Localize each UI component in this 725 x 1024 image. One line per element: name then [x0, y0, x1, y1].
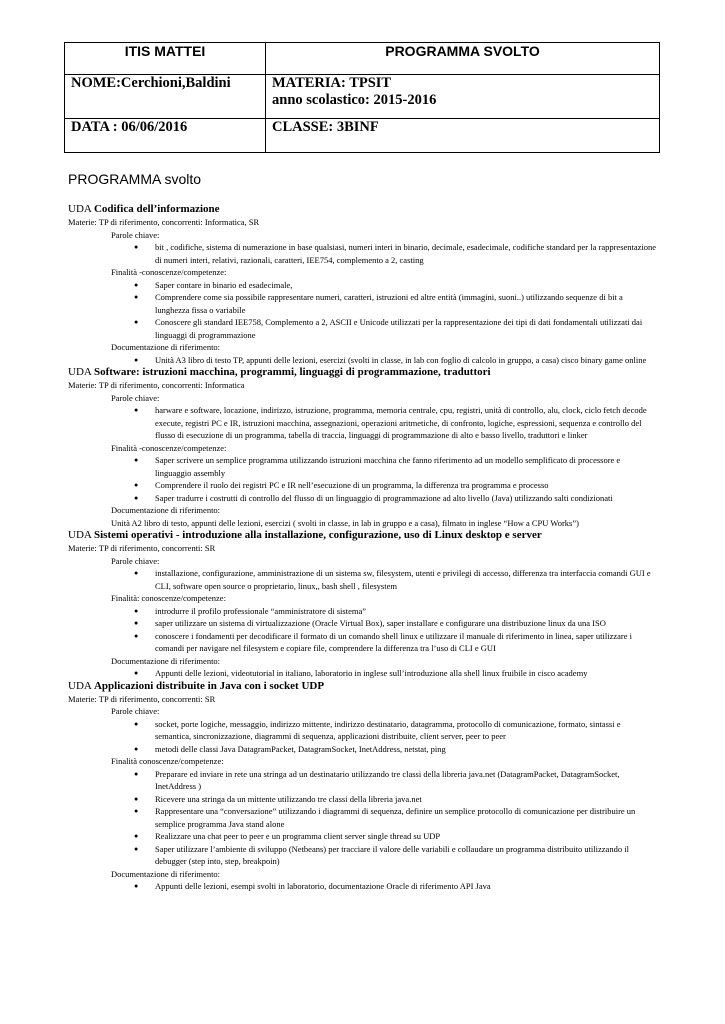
documentation-text: Unità A2 libro di testo, appunti delle lezioni, esercizi ( svolti in classe, in lab in gruppo e a casa), filmato in inglese “How a CPU Works”) — [111, 517, 579, 528]
list-item: ● installazione, configurazione, amministrazione di un sistema sw, filesystem, utenti e privilegi di accesso, differenza tra interfaccia comandi GUI e CLI, software open source o proprietario, linux,, bash shell , filesystem — [155, 567, 658, 592]
list-item: ● Conoscere gli standard IEE758, Complemento a 2, ASCII e Unicode utilizzati per la rappresentazione dei tipi di dati fondamentali utilizzati dai linguaggi di programmazione — [155, 316, 658, 341]
list-item: ● saper utilizzare un sistema di virtualizzazione (Oracle Virtual Box), saper installare e configurare una distribuzione linux da una ISO — [155, 617, 658, 630]
uda-prefix: UDA — [68, 529, 94, 541]
goals-label: Finalità -conoscenze/competenze: — [111, 267, 227, 277]
subject-cell — [266, 75, 660, 119]
uda-title: Codifica dell’informazione — [93, 203, 220, 215]
uda-subjects: Materie: TP di riferimento, concorrenti: SR — [68, 543, 216, 553]
list-item: ● Comprendere come sia possibile rappresentare numeri, caratteri, istruzioni ed altre entità (immagini, suoni..) utilizzando sequenze di bit a lunghezza fissa o variabile — [155, 291, 658, 316]
list-item: ● Realizzare una chat peer to peer e un programma client server single thread su UDP — [155, 830, 658, 843]
keywords-label: Parole chiave: — [111, 229, 160, 240]
goals-label: Finalità conoscenze/competenze: — [111, 756, 224, 766]
keywords-label: Parole chiave: — [111, 706, 160, 716]
uda-subjects: Materie: TP di riferimento, concorrenti: SR — [68, 693, 216, 704]
uda-prefix: UDA — [68, 366, 94, 378]
uda-heading — [68, 366, 658, 379]
goals-label: Finalità -conoscenze/competenze: — [111, 442, 227, 453]
list-item: ● Saper contare in binario ed esadecimale, — [155, 279, 658, 292]
list-item: ● Ricevere una stringa da un mittente utilizzando tre classi della libreria java.net — [155, 793, 658, 806]
uda-heading — [68, 203, 658, 216]
document-type: PROGRAMMA SVOLTO — [266, 43, 660, 75]
list-item: ● Appunti delle lezioni, videotutorial in italiano, laboratorio in inglese sull’introduzione alla shell linux fruibile in cisco academy — [155, 667, 658, 680]
list-item: ● harware e software, locazione, indirizzo, istruzione, programma, memoria centrale, cpu, registri, unità di controllo, alu, clock, ciclo fetch decode execute, registri PC e IR, istruzioni macchina, assegnazioni, operazioni aritmetiche, di confronto, logiche, espressioni, sequenza e controllo del flusso di esecuzione di un programma, tabella di traccia, linguaggi di programmazione di alto e basso livello, traduttori e linker — [155, 404, 658, 442]
keywords-label: Parole chiave: — [111, 392, 160, 403]
uda-heading — [68, 529, 658, 542]
uda-prefix: UDA — [68, 203, 94, 215]
class: CLASSE: 3BINF — [266, 119, 660, 153]
list-item: ● Unità A3 libro di testo TP, appunti delle lezioni, esercizi (svolti in classe, in lab con foglio di calcolo in gruppo, a casa) cisco binary game online — [155, 354, 658, 367]
documentation-label: Documentazione di riferimento: — [111, 868, 221, 879]
list-item: ● Comprendere il ruolo dei registri PC e IR nell’esecuzione di un programma, la differenza tra programma e processo — [155, 479, 658, 492]
list-item: ● conoscere i fondamenti per decodificare il formato di un comando shell linux e utilizzare il manuale di riferimento in linea, saper utilizzare i comandi per navigare nel filesystem e copiare file, comprendere la differenza tra l’uso di CLI e GUI — [155, 630, 658, 655]
uda-heading — [68, 680, 658, 693]
uda-title: Software: istruzioni macchina, programmi, linguaggi di programmazione, traduttori — [93, 366, 491, 378]
uda-subjects: Materie: TP di riferimento, concorrenti: Informatica — [68, 380, 245, 390]
list-item: ● introdurre il profilo professionale “amministratore di sistema” — [155, 605, 658, 618]
date: DATA : 06/06/2016 — [65, 119, 266, 153]
documentation-label: Documentazione di riferimento: — [111, 505, 221, 515]
page-title: PROGRAMMA svolto — [68, 171, 202, 187]
list-item: ● Saper scrivere un semplice programma utilizzando istruzioni macchina che fanno riferimento ad un modello semplificato di processore e linguaggio assembly — [155, 454, 658, 479]
uda-prefix: UDA — [68, 679, 94, 692]
list-item: ● socket, porte logiche, messaggio, indirizzo mittente, indirizzo destinatario, datagramma, protocollo di comunicazione, formato, sintassi e semantica, sincronizzazione, diagrammi di sequenza, applicazioni distribuite, client server, peer to peer — [155, 718, 658, 743]
list-item: ● Appunti delle lezioni, esempi svolti in laboratorio, documentazione Oracle di riferimento API Java — [155, 880, 658, 893]
uda-title: Applicazioni distribuite in Java con i socket UDP — [93, 679, 325, 692]
list-item: ● bit , codifiche, sistema di numerazione in base qualsiasi, numeri interi in binario, decimale, esadecimale, codifiche standard per la rappresentazione di numeri interi, relativi, razionali, caratteri, IEE754, complemento a 2, casting — [155, 241, 658, 266]
list-item: ● Preparare ed inviare in rete una stringa ad un destinatario utilizzando tre classi della libreria java.net (DatagramPacket, DatagramSocket, InetAddress ) — [155, 768, 658, 793]
list-item: ● Saper utilizzare l’ambiente di sviluppo (Netbeans) per tracciare il valore delle variabili e collaudare un programma distribuito utilizzando il debugger (step into, step, breakpoin) — [155, 843, 658, 868]
list-item: ● Rappresentare una “conversazione” utilizzando i diagrammi di sequenza, definire un semplice protocollo di comunicazione per distribuire un semplice programma Java stand alone — [155, 805, 658, 830]
uda-subjects: Materie: TP di riferimento, concorrenti: Informatica, SR — [68, 217, 260, 227]
goals-label: Finalità: conoscenze/competenze: — [111, 593, 226, 603]
header-table — [64, 42, 660, 153]
documentation-label: Documentazione di riferimento: — [111, 342, 221, 352]
school-year: anno scolastico: 2015-2016 — [272, 92, 437, 108]
list-item: ● metodi delle classi Java DatagramPacket, DatagramSocket, InetAddress, netstat, ping — [155, 743, 658, 756]
keywords-label: Parole chiave: — [111, 555, 160, 566]
program-content — [68, 203, 658, 893]
documentation-label: Documentazione di riferimento: — [111, 655, 221, 666]
student-names: NOME:Cerchioni,Baldini — [65, 75, 266, 119]
school-name: ITIS MATTEI — [65, 43, 266, 75]
list-item: ● Saper tradurre i costrutti di controllo del flusso di un linguaggio di programmazione ad alto livello (Java) utilizzando salti condizionati — [155, 492, 658, 505]
subject: MATERIA: TPSIT — [272, 75, 392, 91]
uda-title: Sistemi operativi - introduzione alla installazione, configurazione, uso di Linux desktop e server — [93, 529, 542, 541]
